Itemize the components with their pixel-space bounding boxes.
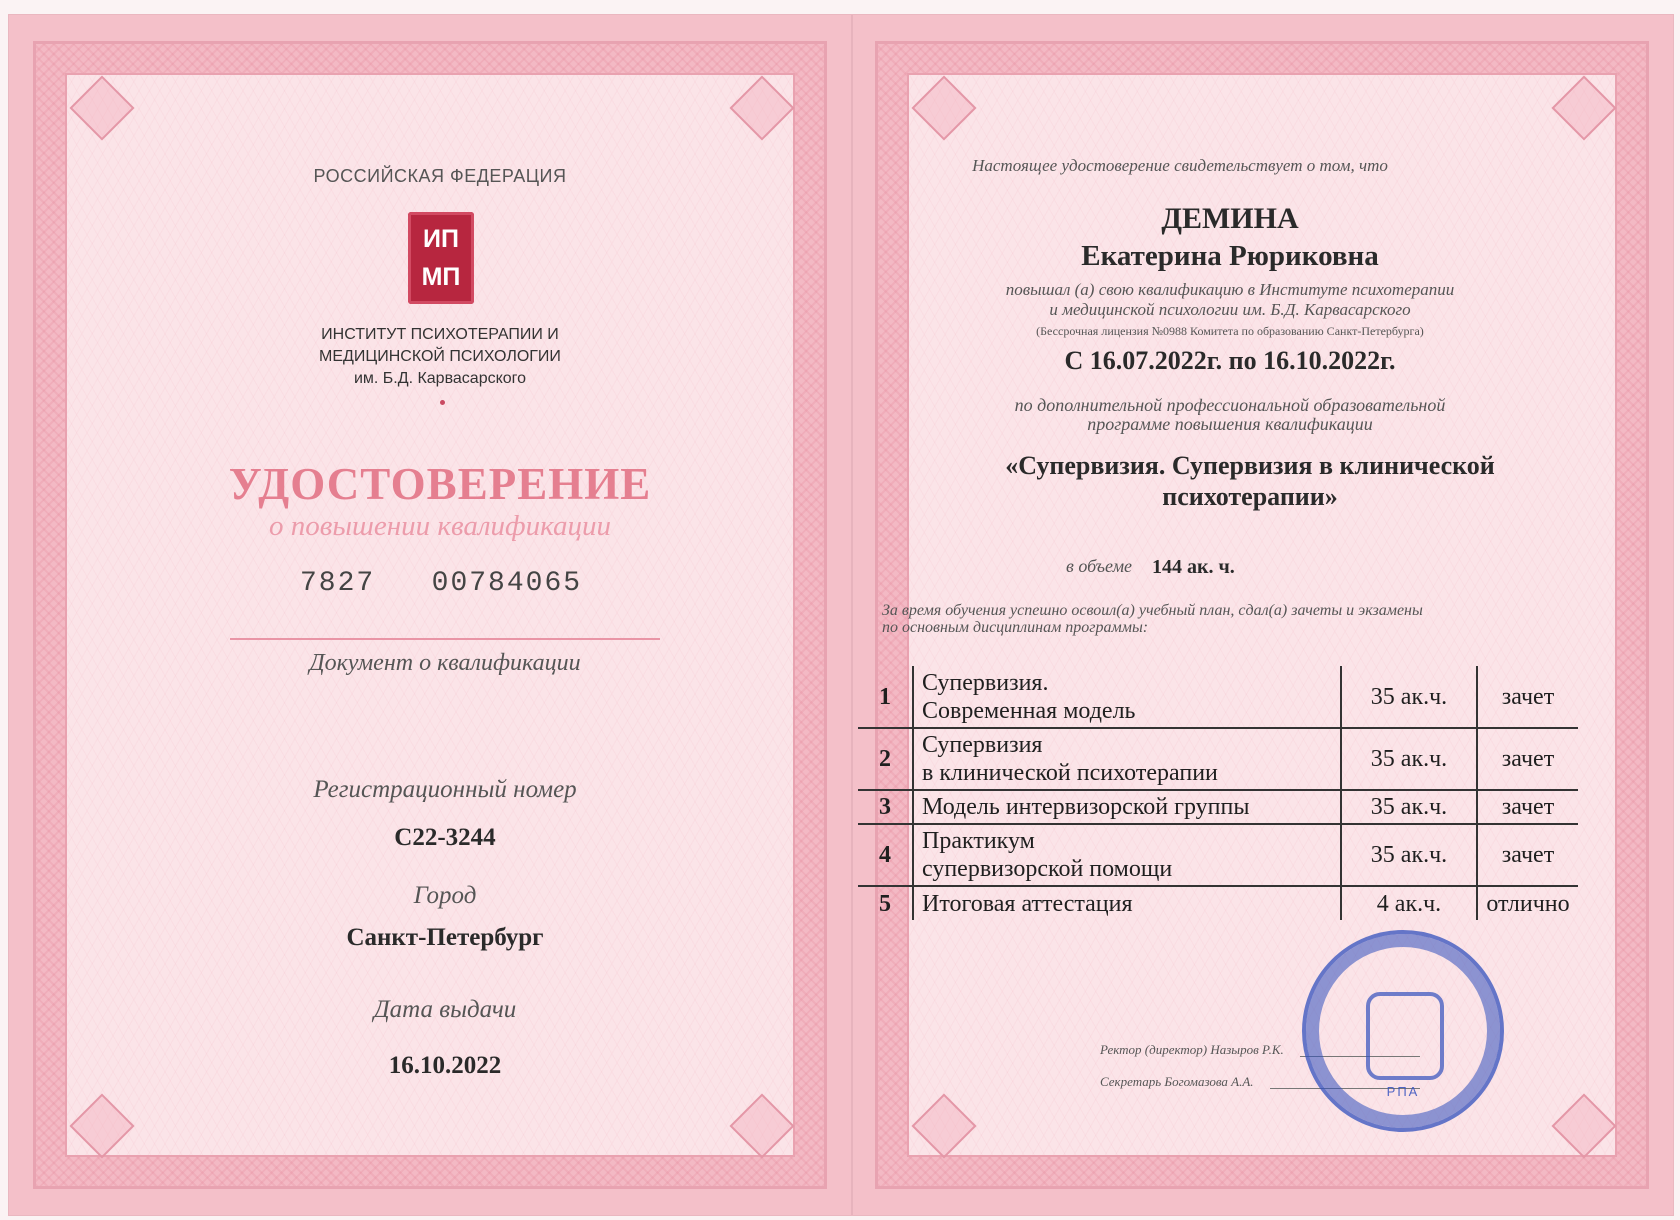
official-stamp <box>1302 930 1504 1132</box>
serial-series: 7827 <box>300 568 376 599</box>
disciplines-table <box>858 666 1578 920</box>
stamp-label: РПА <box>1386 1084 1420 1099</box>
holder-name: Екатерина Рюриковна <box>1081 240 1379 272</box>
volume-label: в объеме <box>1066 556 1133 576</box>
discipline-name-line: Практикум <box>922 828 1035 854</box>
qualification-line: и медицинской психологии им. Б.Д. Карвасарского <box>1049 300 1411 319</box>
issue-date-value: 16.10.2022 <box>388 1052 502 1079</box>
discipline-number: 2 <box>879 746 891 772</box>
discipline-name <box>913 886 1341 920</box>
discipline-name-line: Итоговая аттестация <box>922 890 1133 917</box>
discipline-name <box>913 728 1341 790</box>
table-row <box>858 886 1578 920</box>
discipline-name-line: в клинической психотерапии <box>922 760 1218 786</box>
logo-bottom-letters: МП <box>421 263 461 291</box>
study-plan-line: по основным дисциплинам программы: <box>882 619 1149 636</box>
serial-digits: 00784065 <box>431 568 583 599</box>
license-text: (Бессрочная лицензия №0988 Комитета по образованию Санкт-Петербурга) <box>1036 324 1424 338</box>
study-plan-text <box>882 602 1582 636</box>
program-name-line: «Супервизия. Супервизия в клинической <box>1005 451 1495 480</box>
registration-label: Регистрационный номер <box>313 776 577 803</box>
logo-top-letters: ИП <box>423 225 459 253</box>
discipline-number: 3 <box>879 794 891 820</box>
table-row <box>858 824 1578 886</box>
discipline-grade: зачет <box>1477 790 1578 824</box>
left-page <box>9 15 851 1215</box>
discipline-grade: зачет <box>1477 728 1578 790</box>
discipline-hours: 35 ак.ч. <box>1341 790 1477 824</box>
discipline-name-line: Супервизия <box>922 732 1043 758</box>
institute-name-line: МЕДИЦИНСКОЙ ПСИХОЛОГИИ <box>319 348 561 365</box>
city-label: Город <box>413 882 477 909</box>
study-plan-line: За время обучения успешно освоил(а) учебный план, сдал(а) зачеты и экзамены <box>882 602 1423 619</box>
qualification-text <box>910 280 1550 320</box>
discipline-number: 5 <box>879 890 891 917</box>
qualification-line: повышал (а) свою квалификацию в Институте психотерапии <box>1005 280 1455 299</box>
rector-signature-label: Ректор (директор) Назыров Р.К. <box>1100 1042 1284 1057</box>
table-row <box>858 666 1578 728</box>
table-row <box>858 790 1578 824</box>
country-heading: РОССИЙСКАЯ ФЕДЕРАЦИЯ <box>313 166 567 186</box>
discipline-hours: 35 ак.ч. <box>1341 666 1477 728</box>
discipline-name-line: супервизорской помощи <box>922 856 1173 882</box>
discipline-name-line: Супервизия. <box>922 669 1049 696</box>
bullet-dot <box>440 400 445 405</box>
discipline-name <box>913 824 1341 886</box>
program-description-line: по дополнительной профессиональной образовательной <box>1014 395 1446 415</box>
divider-line <box>230 638 660 640</box>
discipline-hours: 35 ак.ч. <box>1341 824 1477 886</box>
document-title: УДОСТОВЕРЕНИЕ <box>228 459 652 509</box>
table-row <box>858 728 1578 790</box>
discipline-hours: 35 ак.ч. <box>1341 728 1477 790</box>
program-name-line: психотерапии» <box>1162 482 1338 511</box>
discipline-name-line: Современная модель <box>922 697 1136 724</box>
holder-surname: ДЕМИНА <box>1161 202 1299 235</box>
institute-name <box>220 324 660 390</box>
discipline-grade: отлично <box>1477 886 1578 920</box>
discipline-grade: зачет <box>1477 824 1578 886</box>
study-period: С 16.07.2022г. по 16.10.2022г. <box>1064 346 1396 375</box>
discipline-grade: зачет <box>1477 666 1578 728</box>
discipline-hours: 4 ак.ч. <box>1341 886 1477 920</box>
volume-value: 144 ак. ч. <box>1152 556 1235 578</box>
program-description-line: программе повышения квалификации <box>1087 414 1373 434</box>
document-type: Документ о квалификации <box>309 650 581 676</box>
serial-number <box>300 568 582 599</box>
stamp-emblem <box>1366 992 1444 1080</box>
fold-line <box>851 15 853 1215</box>
secretary-signature-label: Секретарь Богомазова А.А. <box>1100 1074 1254 1089</box>
discipline-name-line: Модель интервизорской группы <box>922 794 1250 820</box>
discipline-name <box>913 790 1341 824</box>
discipline-number: 1 <box>879 683 891 710</box>
program-name <box>930 450 1570 512</box>
discipline-number: 4 <box>879 842 891 868</box>
issue-date-label: Дата выдачи <box>373 996 517 1023</box>
intro-text: Настоящее удостоверение свидетельствует о том, что <box>972 156 1388 175</box>
city-value: Санкт-Петербург <box>346 924 544 951</box>
registration-value: С22-3244 <box>394 824 496 851</box>
institute-logo <box>408 212 474 304</box>
institute-name-line: ИНСТИТУТ ПСИХОТЕРАПИИ И <box>321 326 559 343</box>
document-subtitle: о повышении квалификации <box>269 510 611 542</box>
institute-name-line: им. Б.Д. Карвасарского <box>353 370 527 387</box>
program-description <box>910 396 1550 434</box>
discipline-name <box>913 666 1341 728</box>
